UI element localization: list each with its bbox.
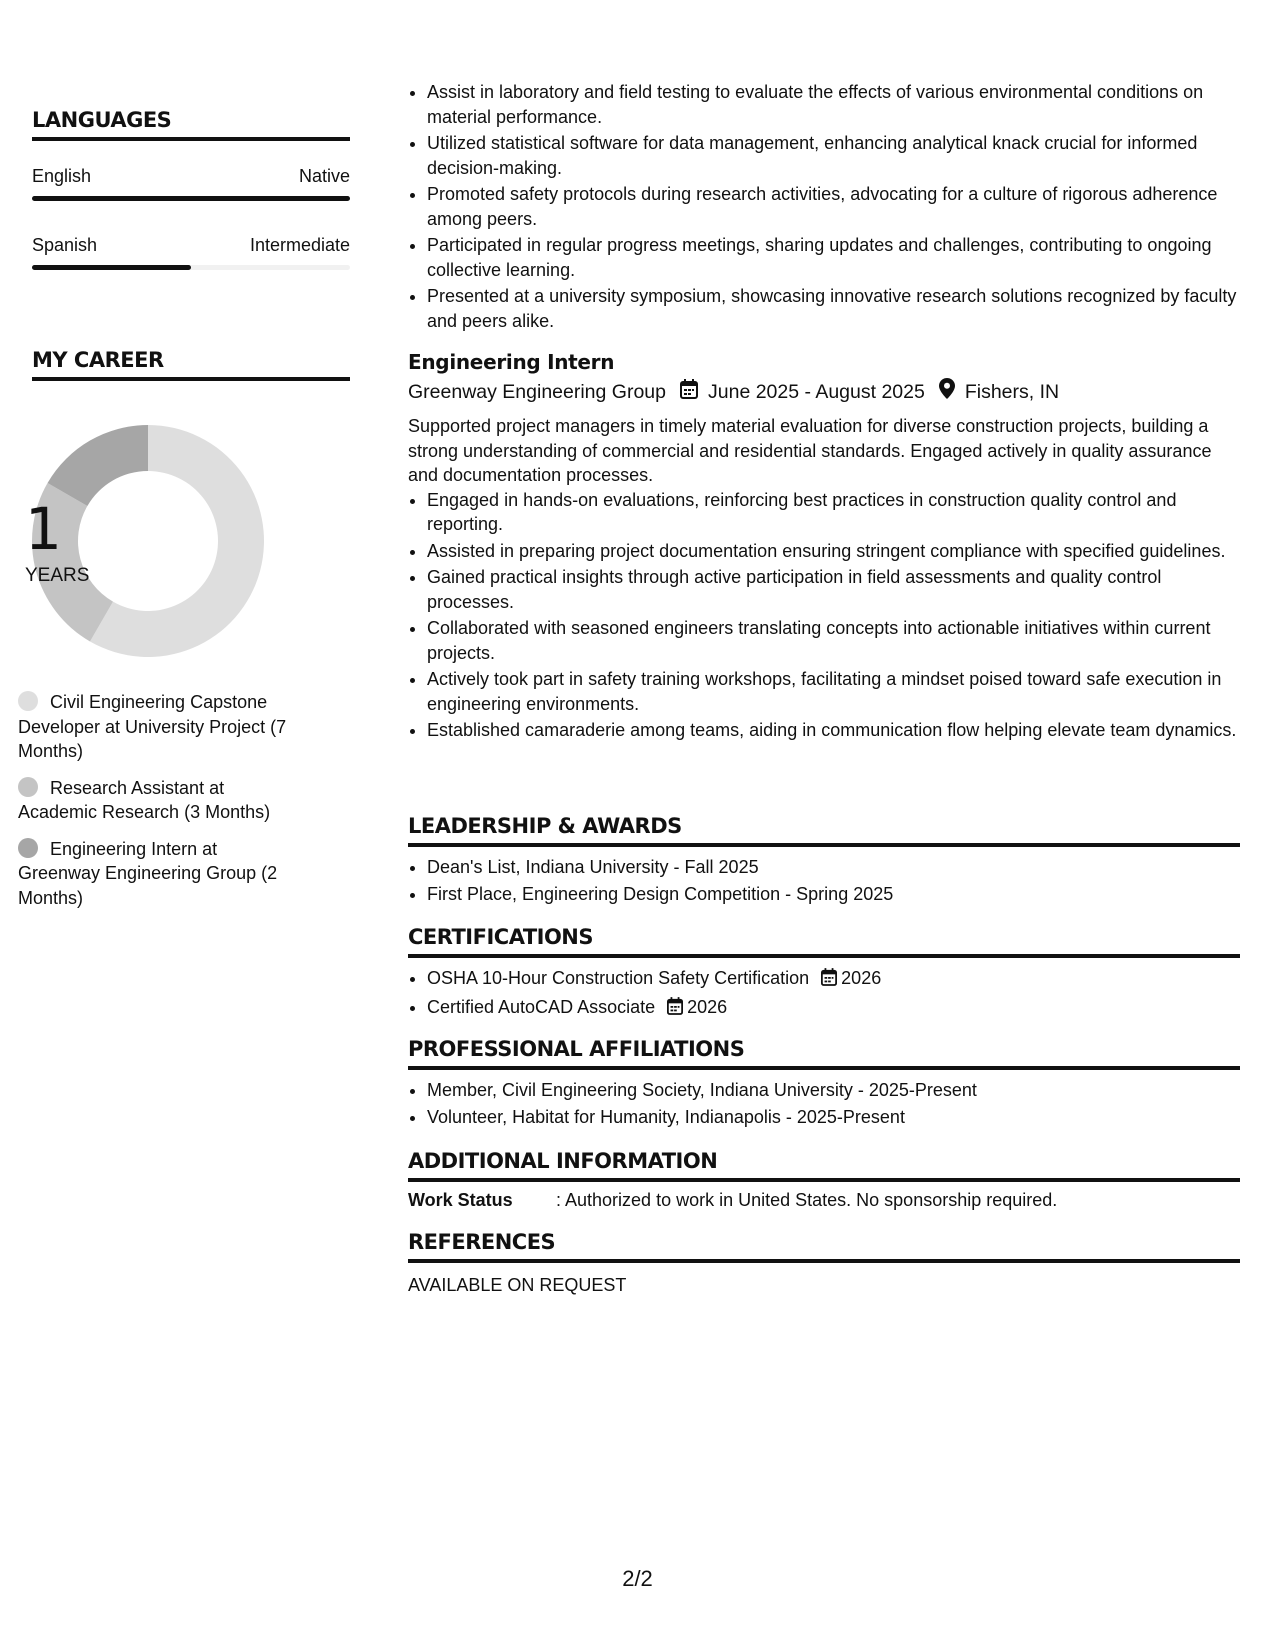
list-item bbox=[427, 966, 1240, 993]
list-item: • Volunteer, Habitat for Humanity, Indianapolis - 2025-Present bbox=[427, 1105, 1240, 1130]
calendar-icon bbox=[667, 997, 683, 1022]
job-summary: Supported project managers in timely material evaluation for diverse construction projects, building a strong understanding of commercial and residential standards. Engaged actively in quality assurance and documentation processes. bbox=[408, 416, 1212, 485]
additional-heading: ADDITIONAL INFORMATION bbox=[408, 1149, 1240, 1182]
language-item bbox=[32, 234, 350, 270]
legend-dot-icon bbox=[18, 838, 38, 858]
certifications-section bbox=[408, 925, 1240, 1023]
cert-name: OSHA 10-Hour Construction Safety Certification bbox=[427, 968, 810, 988]
job-bullets bbox=[408, 488, 1240, 743]
list-item: • Actively took part in safety training workshops, facilitating a mindset poised toward safe execution in engineering environments. bbox=[427, 667, 1240, 716]
career-legend bbox=[18, 690, 303, 922]
legend-dot-icon bbox=[18, 691, 38, 711]
list-item: • Established camaraderie among teams, aiding in communication flow helping elevate team dynamics. bbox=[427, 718, 1240, 743]
languages-heading: LANGUAGES bbox=[32, 108, 350, 141]
work-status-label: Work Status bbox=[408, 1190, 513, 1210]
career-total-unit: YEARS bbox=[25, 565, 90, 586]
career-heading: MY CAREER bbox=[32, 348, 350, 381]
list-item bbox=[427, 995, 1240, 1022]
list-item: • Promoted safety protocols during research activities, advocating for a culture of rigorous adherence among peers. bbox=[427, 182, 1259, 231]
awards-section bbox=[408, 814, 1240, 908]
previous-job-bullets bbox=[408, 80, 1259, 335]
job-entry bbox=[408, 350, 1240, 745]
job-title: Engineering Intern bbox=[408, 350, 615, 374]
page-number: 2/2 bbox=[622, 1566, 653, 1591]
cert-year: 2026 bbox=[687, 996, 728, 1017]
calendar-icon bbox=[821, 968, 837, 993]
legend-label: Civil Engineering Capstone Developer at University Project (7 Months) bbox=[18, 692, 287, 761]
language-proficiency-bar bbox=[32, 196, 350, 201]
legend-label: Research Assistant at Academic Research (3 Months) bbox=[18, 777, 271, 822]
list-item: • Utilized statistical software for data management, enhancing analytical knack crucial for informed decision-making. bbox=[427, 131, 1259, 180]
location-pin-icon bbox=[939, 378, 955, 406]
references-section bbox=[408, 1230, 1240, 1298]
additional-section bbox=[408, 1149, 1240, 1211]
list-item: • Assisted in preparing project documentation ensuring stringent compliance with specified guidelines. bbox=[427, 539, 1240, 564]
career-total-number: 1 bbox=[25, 495, 62, 563]
language-proficiency-fill bbox=[32, 265, 191, 270]
list-item: • First Place, Engineering Design Competition - Spring 2025 bbox=[427, 882, 1240, 907]
job-location: Fishers, IN bbox=[964, 381, 1060, 403]
list-item: • Participated in regular progress meetings, sharing updates and challenges, contributing to ongoing collective learning. bbox=[427, 233, 1259, 282]
list-item: • Gained practical insights through active participation in field assessments and quality control processes. bbox=[427, 565, 1240, 614]
language-level: Native bbox=[298, 166, 350, 186]
language-name: Spanish bbox=[32, 235, 98, 255]
career-legend-item bbox=[18, 690, 303, 764]
legend-dot-icon bbox=[18, 777, 38, 797]
job-company: Greenway Engineering Group bbox=[408, 381, 666, 403]
list-item: • Collaborated with seasoned engineers translating concepts into actionable initiatives within current projects. bbox=[427, 616, 1240, 665]
career-donut-chart bbox=[25, 418, 271, 664]
affiliations-section bbox=[408, 1037, 1240, 1131]
language-proficiency-fill bbox=[32, 196, 350, 201]
language-name: English bbox=[32, 166, 92, 186]
certifications-list bbox=[408, 966, 1240, 1021]
work-status-row bbox=[408, 1190, 1240, 1211]
language-level: Intermediate bbox=[249, 235, 350, 255]
references-heading: REFERENCES bbox=[408, 1230, 1240, 1263]
calendar-icon bbox=[680, 379, 698, 406]
affiliations-heading: PROFESSIONAL AFFILIATIONS bbox=[408, 1037, 1240, 1070]
job-meta bbox=[408, 378, 1240, 406]
list-item: • Dean's List, Indiana University - Fall 2025 bbox=[427, 855, 1240, 880]
language-item bbox=[32, 165, 350, 201]
list-item: • Presented at a university symposium, showcasing innovative research solutions recognized by faculty and peers alike. bbox=[427, 284, 1259, 333]
cert-year: 2026 bbox=[841, 968, 882, 988]
cert-name: Certified AutoCAD Associate bbox=[427, 996, 656, 1017]
awards-heading: LEADERSHIP & AWARDS bbox=[408, 814, 1240, 847]
awards-list bbox=[408, 855, 1240, 906]
list-item: • Engaged in hands-on evaluations, reinforcing best practices in construction quality control and reporting. bbox=[427, 488, 1240, 537]
references-text: AVAILABLE ON REQUEST bbox=[408, 1275, 627, 1295]
career-legend-item bbox=[18, 837, 303, 911]
affiliations-list bbox=[408, 1078, 1240, 1129]
certifications-heading: CERTIFICATIONS bbox=[408, 925, 1240, 958]
work-status-value: : Authorized to work in United States. No sponsorship required. bbox=[556, 1190, 1058, 1210]
job-dates: June 2025 - August 2025 bbox=[708, 381, 925, 403]
list-item: • Assist in laboratory and field testing to evaluate the effects of various environmental conditions on material performance. bbox=[427, 80, 1259, 129]
list-item: • Member, Civil Engineering Society, Indiana University - 2025-Present bbox=[427, 1078, 1240, 1103]
language-proficiency-bar bbox=[32, 265, 350, 270]
legend-label: Engineering Intern at Greenway Engineering Group (2 Months) bbox=[18, 838, 278, 908]
career-legend-item bbox=[18, 776, 303, 825]
